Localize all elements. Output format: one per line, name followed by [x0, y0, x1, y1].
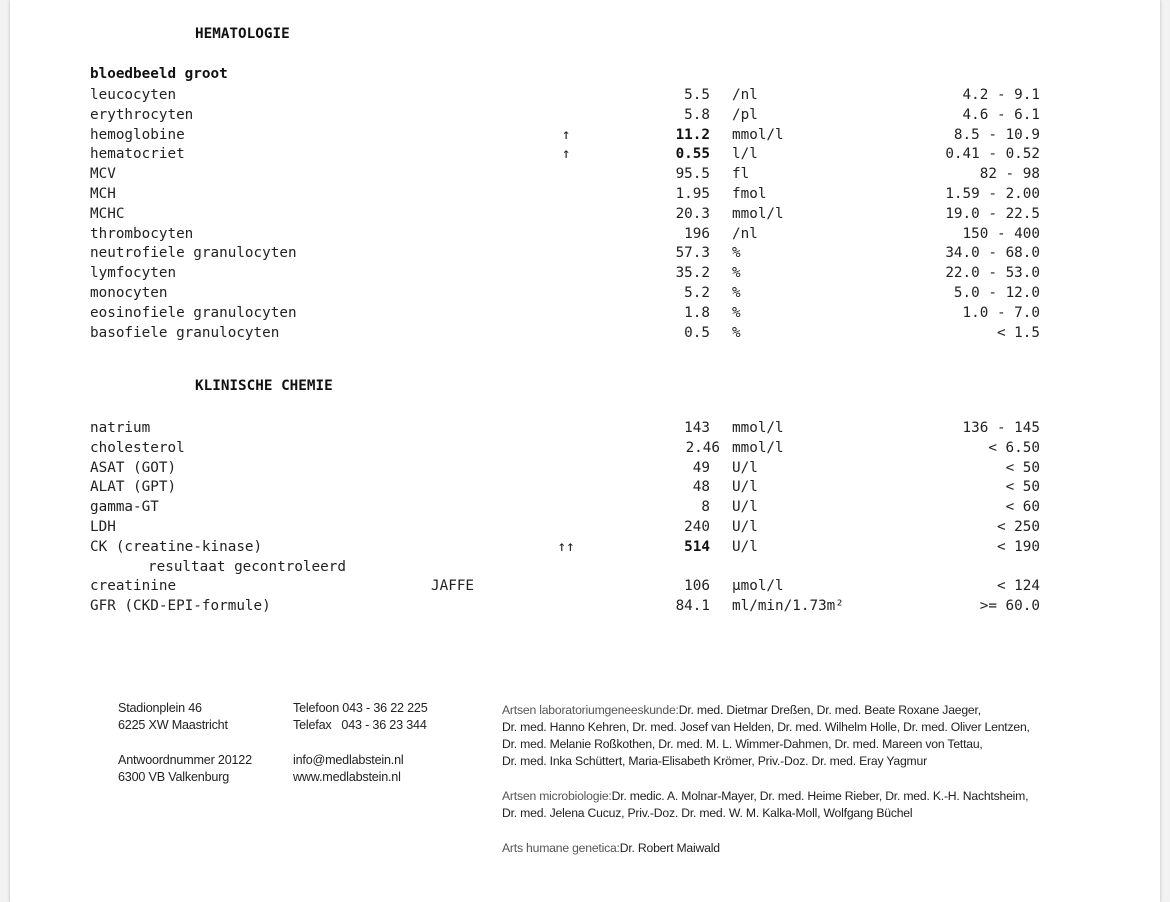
result-value: 48 — [692, 479, 710, 496]
genetics-label: Arts humane genetica: — [502, 841, 620, 855]
reference-range: < 50 — [1005, 479, 1040, 496]
result-unit: fl — [732, 166, 750, 183]
result-row — [10, 517, 1160, 537]
group-title-bloedbeeld: bloedbeeld groot — [90, 66, 228, 82]
footer-address — [118, 700, 252, 786]
result-note — [10, 557, 1160, 577]
test-name: LDH — [90, 519, 116, 535]
reference-range: 22.0 - 53.0 — [945, 265, 1040, 282]
test-name: thrombocyten — [90, 225, 194, 242]
reference-range: < 1.5 — [996, 324, 1040, 341]
result-row — [10, 477, 1160, 497]
result-value: 8 — [701, 499, 710, 516]
result-value: 514 — [684, 538, 710, 555]
test-name: erythrocyten — [90, 106, 194, 123]
test-name: hematocriet — [90, 146, 185, 163]
result-value: 143 — [684, 420, 710, 436]
result-value: 196 — [684, 225, 710, 242]
reference-range: 136 - 145 — [962, 420, 1040, 436]
result-unit: U/l — [732, 519, 758, 535]
result-row — [10, 204, 1160, 224]
reference-range: < 190 — [996, 538, 1040, 555]
abnormal-flag: ↑↑ — [557, 538, 575, 555]
result-unit: ml/min/1.73m² — [732, 598, 844, 615]
test-method: JAFFE — [431, 578, 475, 595]
section-title-klinische-chemie: KLINISCHE CHEMIE — [195, 378, 333, 394]
result-unit: % — [732, 245, 741, 262]
result-value: 1.95 — [675, 186, 710, 202]
address-line: Stadionplein 46 — [118, 701, 202, 715]
abnormal-flag: ↑ — [561, 146, 571, 163]
reference-range: 1.0 - 7.0 — [962, 304, 1040, 321]
reference-range: < 124 — [996, 578, 1040, 595]
note-text: resultaat gecontroleerd — [148, 558, 346, 575]
test-name: MCV — [90, 166, 116, 183]
website-link[interactable]: www.medlabstein.nl — [293, 770, 401, 784]
result-value: 5.2 — [684, 285, 710, 301]
reference-range: >= 60.0 — [979, 598, 1040, 615]
result-unit: U/l — [732, 538, 758, 555]
address-line: 6300 VB Valkenburg — [118, 770, 229, 784]
reference-range: < 250 — [996, 519, 1040, 535]
reference-range: < 60 — [1005, 499, 1040, 516]
result-value: 95.5 — [675, 166, 710, 183]
result-unit: U/l — [732, 499, 758, 516]
result-row — [10, 303, 1160, 323]
result-row — [10, 458, 1160, 478]
result-row — [10, 537, 1160, 557]
result-value: 11.2 — [675, 126, 710, 143]
result-unit: % — [732, 285, 741, 301]
result-unit: /nl — [732, 225, 758, 242]
address-line: 6225 XW Maastricht — [118, 718, 228, 732]
test-name: GFR (CKD-EPI-formule) — [90, 598, 271, 615]
result-row — [10, 323, 1160, 343]
reference-range: 5.0 - 12.0 — [953, 285, 1040, 301]
result-value: 57.3 — [675, 245, 710, 262]
reference-range: 82 - 98 — [979, 166, 1040, 183]
micro-doctors-label: Artsen microbiologie: — [502, 789, 612, 803]
result-unit: mmol/l — [732, 205, 784, 222]
address-line: Antwoordnummer 20122 — [118, 753, 252, 767]
lab-doctors-label: Artsen laboratoriumgeneeskunde: — [502, 703, 679, 717]
test-name: hemoglobine — [90, 126, 185, 143]
test-name: MCH — [90, 186, 116, 202]
footer-contact — [293, 700, 428, 786]
result-value: 35.2 — [675, 265, 710, 282]
reference-range: 8.5 - 10.9 — [953, 126, 1040, 143]
result-row — [10, 85, 1160, 105]
lab-doctors-line-3: Dr. med. Melanie Roßkothen, Dr. med. M. L. Wimmer-Dahmen, Dr. med. Mareen von Tettau, — [502, 737, 983, 751]
result-row — [10, 184, 1160, 204]
result-row — [10, 497, 1160, 517]
result-unit: /nl — [732, 87, 758, 103]
test-name: monocyten — [90, 285, 168, 301]
reference-range: 34.0 - 68.0 — [945, 245, 1040, 262]
result-value: 20.3 — [675, 205, 710, 222]
abnormal-flag: ↑ — [561, 126, 571, 143]
result-value: 5.5 — [684, 87, 710, 103]
lab-report-page — [10, 0, 1160, 902]
result-row — [10, 596, 1160, 616]
result-row — [10, 263, 1160, 283]
result-row — [10, 105, 1160, 125]
footer-doctors — [502, 702, 1030, 857]
result-row — [10, 164, 1160, 184]
result-value: 2.46 — [685, 439, 720, 456]
result-row — [10, 243, 1160, 263]
reference-range: 1.59 - 2.00 — [945, 186, 1040, 202]
test-name: ASAT (GOT) — [90, 459, 177, 476]
reference-range: < 6.50 — [988, 439, 1040, 456]
result-row — [10, 283, 1160, 303]
result-row — [10, 125, 1160, 145]
result-unit: /pl — [732, 106, 758, 123]
test-name: gamma-GT — [90, 499, 159, 516]
test-name: natrium — [90, 420, 151, 436]
result-value: 106 — [684, 578, 710, 595]
result-unit: % — [732, 304, 741, 321]
test-name: lymfocyten — [90, 265, 177, 282]
result-unit: U/l — [732, 459, 758, 476]
lab-doctors-line-2: Dr. med. Hanno Kehren, Dr. med. Josef van Helden, Dr. med. Wilhelm Holle, Dr. med. Oliver Lentzen, — [502, 720, 1030, 734]
test-name: leucocyten — [90, 87, 177, 103]
result-unit: fmol — [732, 186, 767, 202]
test-name: ALAT (GPT) — [90, 479, 177, 496]
reference-range: 4.6 - 6.1 — [962, 106, 1040, 123]
fax-number: Telefax 043 - 36 23 344 — [293, 718, 427, 732]
micro-doctors-line-1: Artsen microbiologie:Dr. medic. A. Molnar-Mayer, Dr. med. Heime Rieber, Dr. med. K.-H. Nachtsheim, — [502, 789, 1029, 803]
result-unit: U/l — [732, 479, 758, 496]
reference-range: 150 - 400 — [962, 225, 1040, 242]
result-value: 84.1 — [675, 598, 710, 615]
result-unit: % — [732, 324, 741, 341]
result-unit: % — [732, 265, 741, 282]
reference-range: 0.41 - 0.52 — [945, 146, 1040, 163]
micro-doctors-line-2: Dr. med. Jelena Cucuz, Priv.-Doz. Dr. med. W. M. Kalka-Moll, Wolfgang Büchel — [502, 806, 913, 820]
reference-range: 19.0 - 22.5 — [945, 205, 1040, 222]
phone-number: Telefoon 043 - 36 22 225 — [293, 701, 428, 715]
reference-range: 4.2 - 9.1 — [962, 87, 1040, 103]
result-value: 49 — [692, 459, 710, 476]
email-link[interactable]: info@medlabstein.nl — [293, 753, 404, 767]
reference-range: < 50 — [1005, 459, 1040, 476]
genetics-doctor-line: Arts humane genetica:Dr. Robert Maiwald — [502, 841, 720, 855]
test-name: CK (creatine-kinase) — [90, 538, 263, 555]
result-value: 0.5 — [684, 324, 710, 341]
result-unit: µmol/l — [732, 578, 784, 595]
test-name: MCHC — [90, 205, 125, 222]
result-row — [10, 224, 1160, 244]
result-value: 0.55 — [675, 146, 710, 163]
result-value: 5.8 — [684, 106, 710, 123]
section-title-hematologie: HEMATOLOGIE — [195, 26, 290, 42]
test-name: neutrofiele granulocyten — [90, 245, 297, 262]
lab-doctors-line-4: Dr. med. Inka Schüttert, Maria-Elisabeth Krömer, Priv.-Doz. Dr. med. Eray Yagmur — [502, 754, 927, 768]
test-name: eosinofiele granulocyten — [90, 304, 297, 321]
result-value: 240 — [684, 519, 710, 535]
result-unit: mmol/l — [732, 126, 784, 143]
result-unit: mmol/l — [732, 420, 784, 436]
result-row — [10, 418, 1160, 438]
result-value: 1.8 — [684, 304, 710, 321]
result-row — [10, 144, 1160, 164]
result-row — [10, 438, 1160, 458]
result-unit: l/l — [732, 146, 758, 163]
test-name: basofiele granulocyten — [90, 324, 280, 341]
result-row — [10, 576, 1160, 596]
test-name: cholesterol — [90, 439, 185, 456]
lab-doctors-line-1: Artsen laboratoriumgeneeskunde:Dr. med. Dietmar Dreßen, Dr. med. Beate Roxane Jaeger, — [502, 703, 981, 717]
test-name: creatinine — [90, 578, 177, 595]
result-unit: mmol/l — [732, 439, 784, 456]
